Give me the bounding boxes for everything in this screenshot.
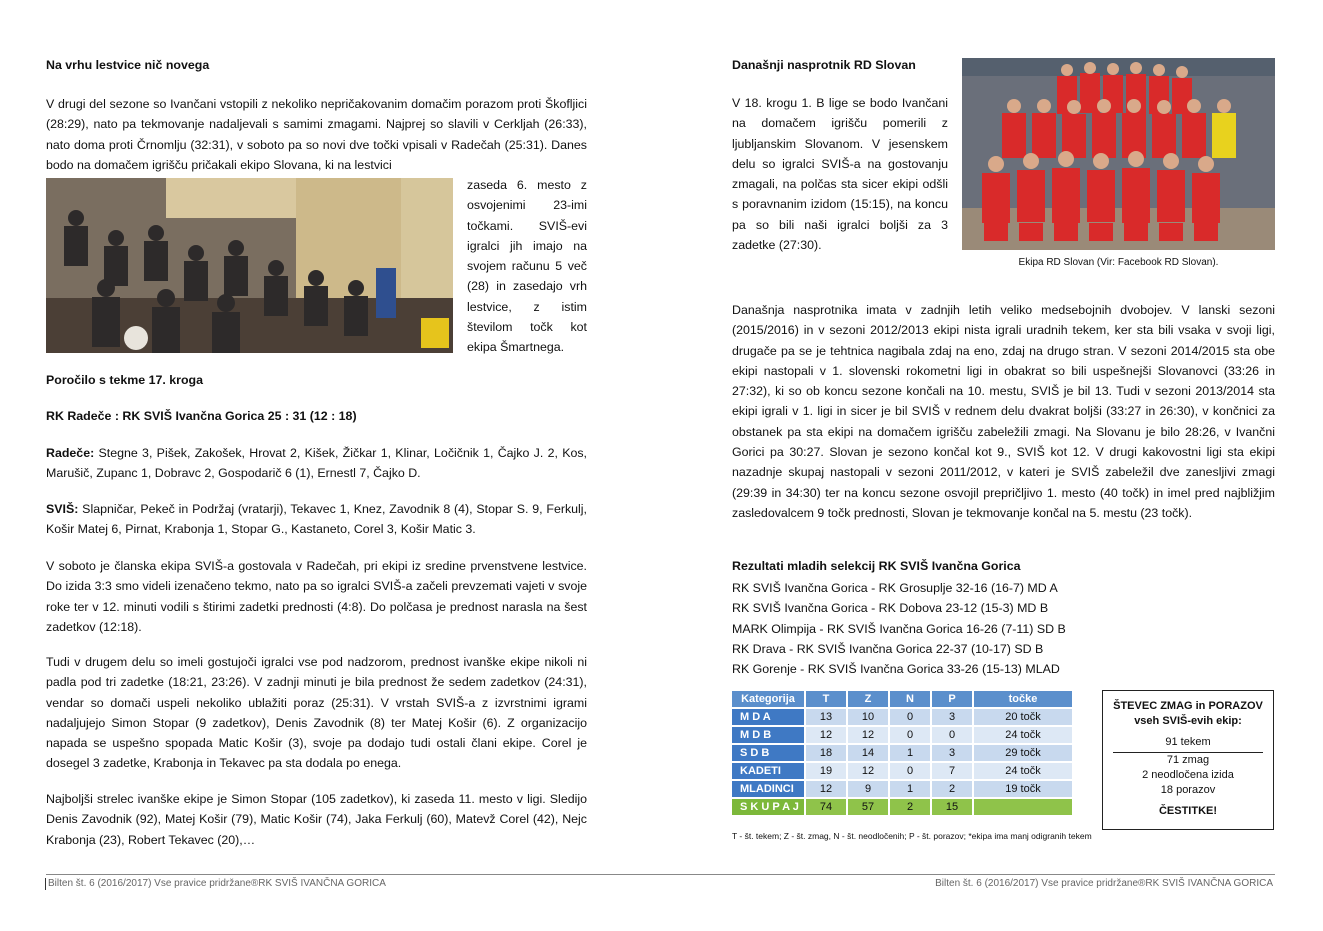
report-paragraph-2: Tudi v drugem delu so imeli gostujoči igralci vse pod nadzorom, prednost ivanške ekipe nikoli ni padla pod tri zadetke (18:21, 23:26). V zadnji minuti je bila prednost že sedem zadetkov (24:31), vendar so domači uspeli nekoliko ublažiti poraz (25:31). V vrstah SVIŠ-a z izvrstnimi igrami nadaljujejo Simon Stopar (9 zadetkov), Denis Zavodnik (8) ter Matej Košir (6). Z organizacijo napada se uspešno spopada Matic Košir (3), svoje pa dodajo tudi ostali člani ekipe. Corel je dosegel 3 zadetke, Krabonja in Tekavec pa sta dodala po enega. [46, 655, 587, 771]
table-row [732, 727, 1072, 743]
win-loss-counter-box [1102, 690, 1274, 830]
table-cell: 0 [890, 727, 930, 743]
list-item: RK SVIŠ Ivančna Gorica - RK Dobova 23-12 (15-3) MD B [732, 601, 1049, 616]
table-cell: 12 [806, 781, 846, 797]
team-photo [962, 58, 1275, 250]
table-cell: 1 [890, 781, 930, 797]
table-cell: 12 [848, 727, 888, 743]
table-row [732, 763, 1072, 779]
table-cell: M D A [732, 709, 804, 725]
counter-games: 91 tekem [1165, 736, 1211, 748]
counter-title: ŠTEVEC ZMAG in PORAZOV [1113, 700, 1263, 712]
column-header: Z [848, 691, 888, 707]
svis-players: Slapničar, Pekeč in Podržaj (vratarji), Tekavec 1, Knez, Zavodnik 8 (4), Stopar S. 9, Ferkulj, Košir Matej 6, Pirnat, Krabonja 1, Stopar G., Kastaneto, Corel 3, Košir Matic 3. [46, 502, 587, 537]
team-photo-caption: Ekipa RD Slovan (Vir: Facebook RD Slovan). [1018, 257, 1219, 268]
counter-losses: 18 porazov [1160, 784, 1216, 796]
table-cell: 2 [932, 781, 972, 797]
table-cell: 2 [890, 799, 930, 815]
table-cell: 18 [806, 745, 846, 761]
side-paragraph: zaseda 6. mesto z osvojenimi 23-imi točkami. SVIŠ-evi igralci jih imajo na svojem računu 5 več (28) in zasedajo vrh lestvice, z istim številom točk kot ekipa Šmartnega. [467, 178, 587, 355]
counter-draws: 2 neodločena izida [1142, 769, 1234, 781]
footer-divider [46, 874, 1275, 875]
table-cell: 24 točk [974, 727, 1072, 743]
history-paragraph: Današnja nasprotnika imata v zadnjih letih veliko medsebojnih dvobojev. V lanski sezoni (2015/2016) in v sezoni 2012/2013 ekipi nista igrali uradnih tekem, ker sta bili vsaka v svoji ligi, drugače pa se je tehtnica nagibala zdaj na eno, zdaj na drugo stran. V sezoni 2014/2015 sta obe ekipi nastopali v 1. slovenski rokometni ligi in obakrat so bili uspešnejši Slovanovci (33:26 in 27:32), ki so ob koncu sezone končali na 10. mestu, SVIŠ je bil 13. Tudi v sezoni 2013/2014 sta ekipi igrali v 1. ligi in sicer je bil SVIŠ v rednem delu dvakrat boljši (33:27 in 26:30), v končnici za obstanek pa sta ekipi na domačem igrišču zabeležili zmagi. Na Slovanu je bilo 28:26, v Ivančni Gorici pa 30:27. Slovan je sezono končal kot 9., SVIŠ kot 12. V drugi kakovostni ligi sta ekipi nazadnje skupaj nastopali v sezoni 2011/2012, v kateri je SVIŠ zabeležil dve zanesljivi zmagi (29:39 in 34:30) ter na koncu sezone osvojil prepričljivo 1. mesto (40 točk) in imel pred najbližjim zasledovalcem 9 točk prednosti, Slovan je tekmovanje končal na 5. mestu (23 točk). [732, 303, 1275, 520]
table-cell: 3 [932, 745, 972, 761]
table-cell: S K U P A J [732, 799, 804, 815]
table-cell: 19 točk [974, 781, 1072, 797]
column-header: P [932, 691, 972, 707]
table-cell: KADETI [732, 763, 804, 779]
table-cell: 1 [890, 745, 930, 761]
table-cell: 24 točk [974, 763, 1072, 779]
counter-wins: 71 zmag [1166, 754, 1210, 766]
table-cell: 14 [848, 745, 888, 761]
table-cell: 15 [932, 799, 972, 815]
list-item: RK SVIŠ Ivančna Gorica - RK Grosuplje 32-16 (16-7) MD A [732, 581, 1058, 595]
table-cell: 3 [932, 709, 972, 725]
text-cursor [45, 878, 46, 890]
youth-heading: Rezultati mladih selekcij RK SVIŠ Ivančna Gorica [732, 559, 1021, 573]
list-item: RK Drava - RK SVIŠ Ivančna Gorica 22-37 (10-17) SD B [732, 641, 1044, 656]
table-cell: 57 [848, 799, 888, 815]
svis-label: SVIŠ: [46, 502, 79, 516]
table-header-row [732, 691, 1072, 707]
radece-lineup [46, 443, 587, 484]
table-cell: 29 točk [974, 745, 1072, 761]
list-item: RK Gorenje - RK SVIŠ Ivančna Gorica 33-26 (15-13) MLAD [732, 662, 1060, 677]
table-cell: 12 [806, 727, 846, 743]
column-header: T [806, 691, 846, 707]
table-cell: 20 točk [974, 709, 1072, 725]
table-row [732, 709, 1072, 725]
intro-paragraph: V drugi del sezone so Ivančani vstopili z nekoliko nepričakovanim domačim porazom proti Škofljici (28:29), nato pa tekmovanje nadaljevali s samimi zmagami. Najprej so slavili v Cerkljah (26:33), nato doma proti Črnomlju (32:31), v soboto pa so novi dve točki vpisali v Radečah (25:31). Danes bodo na domačem igrišču pričakali ekipo Slovana, ki na lestvici [46, 97, 587, 172]
table-row [732, 745, 1072, 761]
crowd-photo [46, 178, 453, 353]
table-cell [974, 799, 1072, 815]
heading-top-of-table: Na vrhu lestvice nič novega [46, 58, 210, 72]
footer-right: Bilten št. 6 (2016/2017) Vse pravice pridržane®RK SVIŠ IVANČNA GORICA [935, 878, 1273, 889]
table-cell: 10 [848, 709, 888, 725]
table-cell: 0 [890, 763, 930, 779]
report-paragraph-3: Najboljši strelec ivanške ekipe je Simon Stopar (105 zadetkov), ki zaseda 11. mesto v ligi. Sledijo Denis Zavodnik (92), Matej Košir (79), Matic Košir (74), Jaka Ferkulj (60), Matevž Corel (42), Nejc Krabonja (23), Robert Tekavec (20),… [46, 792, 587, 847]
table-cell: 0 [890, 709, 930, 725]
footer-left: Bilten št. 6 (2016/2017) Vse pravice pridržane®RK SVIŠ IVANČNA GORICA [48, 878, 386, 889]
match-title: RK Radeče : RK SVIŠ Ivančna Gorica 25 : 31 (12 : 18) [46, 409, 357, 423]
table-cell: M D B [732, 727, 804, 743]
svis-lineup [46, 499, 587, 540]
table-cell: 12 [848, 763, 888, 779]
youth-stats-table [730, 689, 1074, 817]
youth-results-list [732, 578, 1066, 679]
column-header: N [890, 691, 930, 707]
table-cell: MLADINCI [732, 781, 804, 797]
table-cell: 19 [806, 763, 846, 779]
table-cell: 13 [806, 709, 846, 725]
table-legend-note: T - št. tekem; Z - št. zmag, N - št. neodločenih; P - št. porazov; *ekipa ima manj odigranih tekem [732, 831, 1092, 841]
table-cell: 0 [932, 727, 972, 743]
table-cell: S D B [732, 745, 804, 761]
counter-congrats: ČESTITKE! [1158, 805, 1218, 817]
radece-label: Radeče: [46, 446, 95, 460]
table-cell: 7 [932, 763, 972, 779]
column-header: točke [974, 691, 1072, 707]
counter-subtitle: vseh SVIŠ-evih ekip: [1134, 715, 1242, 727]
heading-opponent: Današnji nasprotnik RD Slovan [732, 58, 916, 72]
opponent-intro: V 18. krogu 1. B lige se bodo Ivančani na domačem igrišču pomerili z ljubljanskim Slovanom. V jesenskem delu so igralci SVIŠ-a na gostovanju zmagali, na polčas sta sicer ekipi odšli s poravnanim izidom (15:15), na koncu pa so bili naši igralci boljši za 3 zadetke (27:30). [732, 96, 948, 253]
table-total-row [732, 799, 1072, 815]
table-cell: 74 [806, 799, 846, 815]
heading-match-report: Poročilo s tekme 17. kroga [46, 373, 204, 387]
column-header: Kategorija [732, 691, 804, 707]
report-paragraph-1: V soboto je članska ekipa SVIŠ-a gostovala v Radečah, pri ekipi iz sredine prvenstvene lestvice. Do izida 3:3 smo videli izenačeno tekmo, nato pa so igralci SVIŠ-a začeli prevzemati vajeti v svoje roke ter v 12. minuti vodili s štirimi zadetki prednosti (4:8). Do polčasa je prednost narasla na šest zadetkov (12:18). [46, 559, 587, 634]
table-cell: 9 [848, 781, 888, 797]
list-item: MARK Olimpija - RK SVIŠ Ivančna Gorica 16-26 (7-11) SD B [732, 621, 1066, 636]
table-row [732, 781, 1072, 797]
radece-players: Stegne 3, Pišek, Zakošek, Hrovat 2, Kišek, Žičkar 1, Klinar, Ločičnik 1, Čajko J. 2, Kos, Marušič, Zupanc 1, Dobravc 2, Gospodarič 6 (1), Ernestl 7, Čajko D. [46, 446, 587, 481]
